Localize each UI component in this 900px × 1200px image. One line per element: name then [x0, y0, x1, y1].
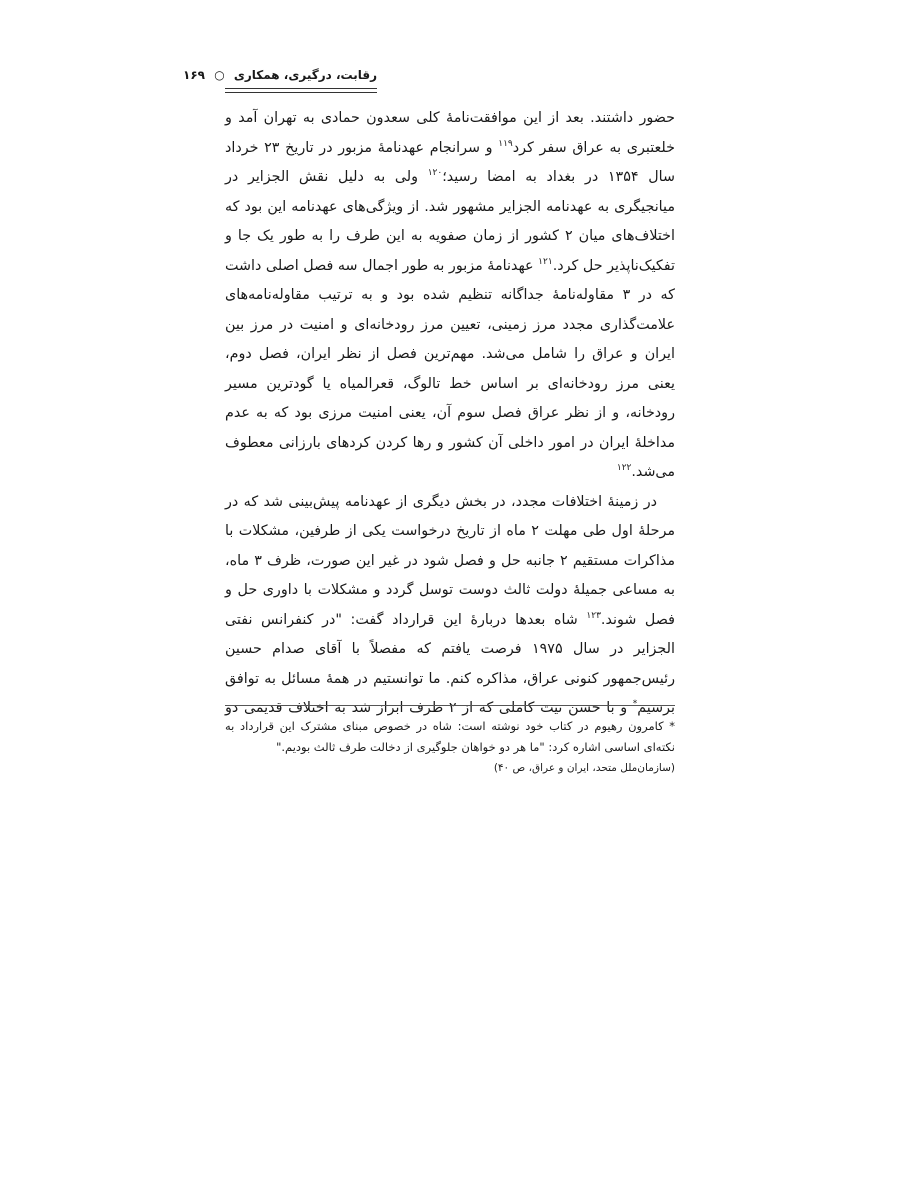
paragraph-1-text-2: و سرانجام عهدنامهٔ مزبور در تاریخ ۲۳ خرداد سال ۱۳۵۴ در بغداد به امضا رسید؛	[225, 139, 675, 185]
footnote-mark: *	[632, 699, 638, 709]
paragraph-2-text-3: و با حسن نیت کاملی که از ۲ طرف ابراز شد به اختلاف قدیمی دو	[225, 700, 633, 716]
paragraph-2	[225, 488, 675, 724]
header-rule	[225, 88, 377, 93]
header-separator-icon: ○	[214, 68, 225, 82]
endnote-ref-121: ۱۲۱	[538, 256, 553, 267]
footnote-source: (سازمان‌ملل متحد، ایران و عراق، ص ۴۰)	[493, 762, 675, 774]
paragraph-2-text-1: در زمینهٔ اختلافات مجدد، در بخش دیگری از عهدنامه پیش‌بینی شد که در مرحلهٔ اول طی مهلت ۲ ماه از تاریخ درخواست یکی از طرفین، مشکلات با مذاکرات مستقیم ۲ جانبه حل و فصل شود در غیر این صورت، ظرف ۳ ماه، به مساعی جمیلهٔ دولت ثالث دوست توسل گردد و مشکلات با داوری حل و فصل شوند.	[225, 493, 675, 628]
paragraph-1-text-1: حضور داشتند. بعد از این موافقت‌نامهٔ کلی سعدون حمادی به تهران آمد و خلعتبری به عراق سفر کرد	[225, 110, 675, 156]
paragraph-2-text-2: شاه بعدها دربارهٔ این قرارداد گفت: "در کنفرانس نفتی الجزایر در سال ۱۹۷۵ فرصت یافتم که مفصلاً با آقای صدام حسین رئیس‌جمهور کنونی عراق، مذاکره کنم. ما توانستیم در همهٔ مسائل به توافق برسیم	[225, 611, 675, 716]
header-title: رقابت، درگیری، همکاری	[233, 68, 377, 82]
footnote-rule	[225, 705, 675, 706]
endnote-ref-119: ۱۱۹	[498, 138, 513, 149]
running-header	[183, 68, 377, 82]
main-text	[225, 104, 675, 724]
paragraph-1	[225, 104, 675, 488]
page-number: ۱۶۹	[183, 68, 206, 82]
footnote-text: * کامرون رهیوم در کتاب خود نوشته است: شاه در خصوص مبنای مشترک این قرارداد به نکته‌ای اساسی اشاره کرد: "ما هر دو خواهان جلوگیری از دخالت طرف ثالث بودیم."	[225, 719, 675, 754]
endnote-ref-120: ۱۲۰	[427, 168, 443, 178]
endnote-ref-123: ۱۲۳	[586, 610, 601, 621]
paragraph-1-text-4: عهدنامهٔ مزبور به طور اجمال سه فصل اصلی داشت که در ۳ مقاوله‌نامهٔ جداگانه تنظیم شده بود و به ترتیب مقاوله‌نامه‌های علامت‌گذاری مجدد مرز زمینی، تعیین مرز رودخانه‌ای و امنیت در مرز بین ایران و عراق را شامل می‌شد. مهم‌ترین فصل از نظر ایران، فصل دوم، یعنی مرز رودخانه‌ای بر اساس خط تالوگ، قعرالمیاه یا گودترین مسیر رودخانه، و از نظر عراق فصل سوم آن، یعنی امنیت مرزی بود که به عدم مداخلهٔ ایران در امور داخلی آن کشور و رها کردن کردهای بارزانی معطوف می‌شد.	[225, 257, 675, 480]
footnote	[225, 716, 675, 779]
endnote-ref-122: ۱۲۲	[616, 463, 632, 473]
paragraph-1-text-3: ولی به دلیل نقش الجزایر در میانجیگری به عهدنامه الجزایر مشهور شد. از ویژگی‌های عهدنامه این بود که اختلاف‌های میان ۲ کشور از زمان صفویه به این طرف را به طور یک جا و تفکیک‌ناپذیر حل کرد.	[225, 169, 675, 274]
